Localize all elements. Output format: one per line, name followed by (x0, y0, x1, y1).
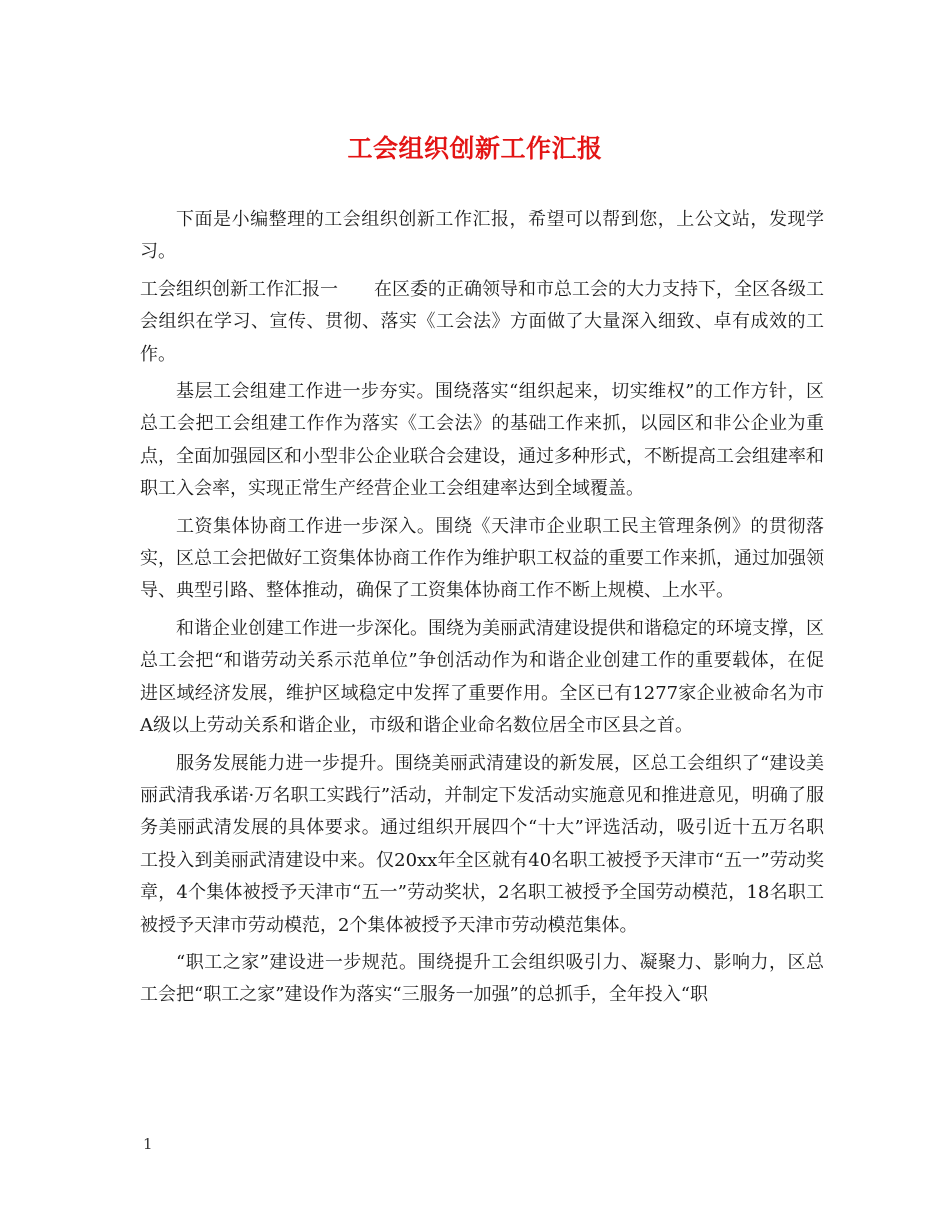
document-title: 工会组织创新工作汇报 (347, 134, 603, 163)
page-number: 1 (143, 1135, 153, 1153)
body-paragraph: “职工之家”建设进一步规范。围绕提升工会组织吸引力、凝聚力、影响力，区总工会把“职工之家”建设作为落实“三服务一加强”的总抓手，全年投入“职 (140, 951, 824, 1006)
section-paragraph (140, 274, 824, 371)
document-body (140, 204, 824, 1017)
intro-paragraph: 下面是小编整理的工会组织创新工作汇报，希望可以帮到您，上公文站，发现学习。 (140, 209, 824, 263)
section-lead: 在区委的正确领导和市总工会的大力支持下，全区各级工会组织在学习、宣传、贯彻、落实《工会法》方面做了大量深入细致、卓有成效的工作。 (140, 278, 824, 365)
body-paragraph: 工资集体协商工作进一步深入。围绕《天津市企业职工民主管理条例》的贯彻落实，区总工会把做好工资集体协商工作作为维护职工权益的重要工作来抓，通过加强领导、典型引路、整体推动，确保了工资集体协商工作不断上规模、上水平。 (140, 515, 824, 602)
body-paragraph: 和谐企业创建工作进一步深化。围绕为美丽武清建设提供和谐稳定的环境支撑，区总工会把“和谐劳动关系示范单位”争创活动作为和谐企业创建工作的重要载体，在促进区域经济发展，维护区域稳定中发挥了重要作用。全区已有1277家企业被命名为市A级以上劳动关系和谐企业，市级和谐企业命名数位居全市区县之首。 (140, 617, 824, 737)
body-paragraph: 基层工会组建工作进一步夯实。围绕落实“组织起来，切实维权”的工作方针，区总工会把工会组建工作作为落实《工会法》的基础工作来抓，以园区和非公企业为重点，全面加强园区和小型非公企业联合会建设，通过多种形式，不断提高工会组建率和职工入会率，实现正常生产经营企业工会组建率达到全域覆盖。 (140, 381, 824, 500)
section-heading: 工会组织创新工作汇报一 (140, 278, 338, 300)
body-paragraph: 服务发展能力进一步提升。围绕美丽武清建设的新发展，区总工会组织了“建设美丽武清我承诺·万名职工实践行”活动，并制定下发活动实施意见和推进意见，明确了服务美丽武清发展的具体要求。通过组织开展四个“十大”评选活动，吸引近十五万名职工投入到美丽武清建设中来。仅20xx年全区就有40名职工被授予天津市“五一”劳动奖章，4个集体被授予天津市“五一”劳动奖状，2名职工被授予全国劳动模范，18名职工被授予天津市劳动模范，2个集体被授予天津市劳动模范集体。 (140, 752, 824, 936)
